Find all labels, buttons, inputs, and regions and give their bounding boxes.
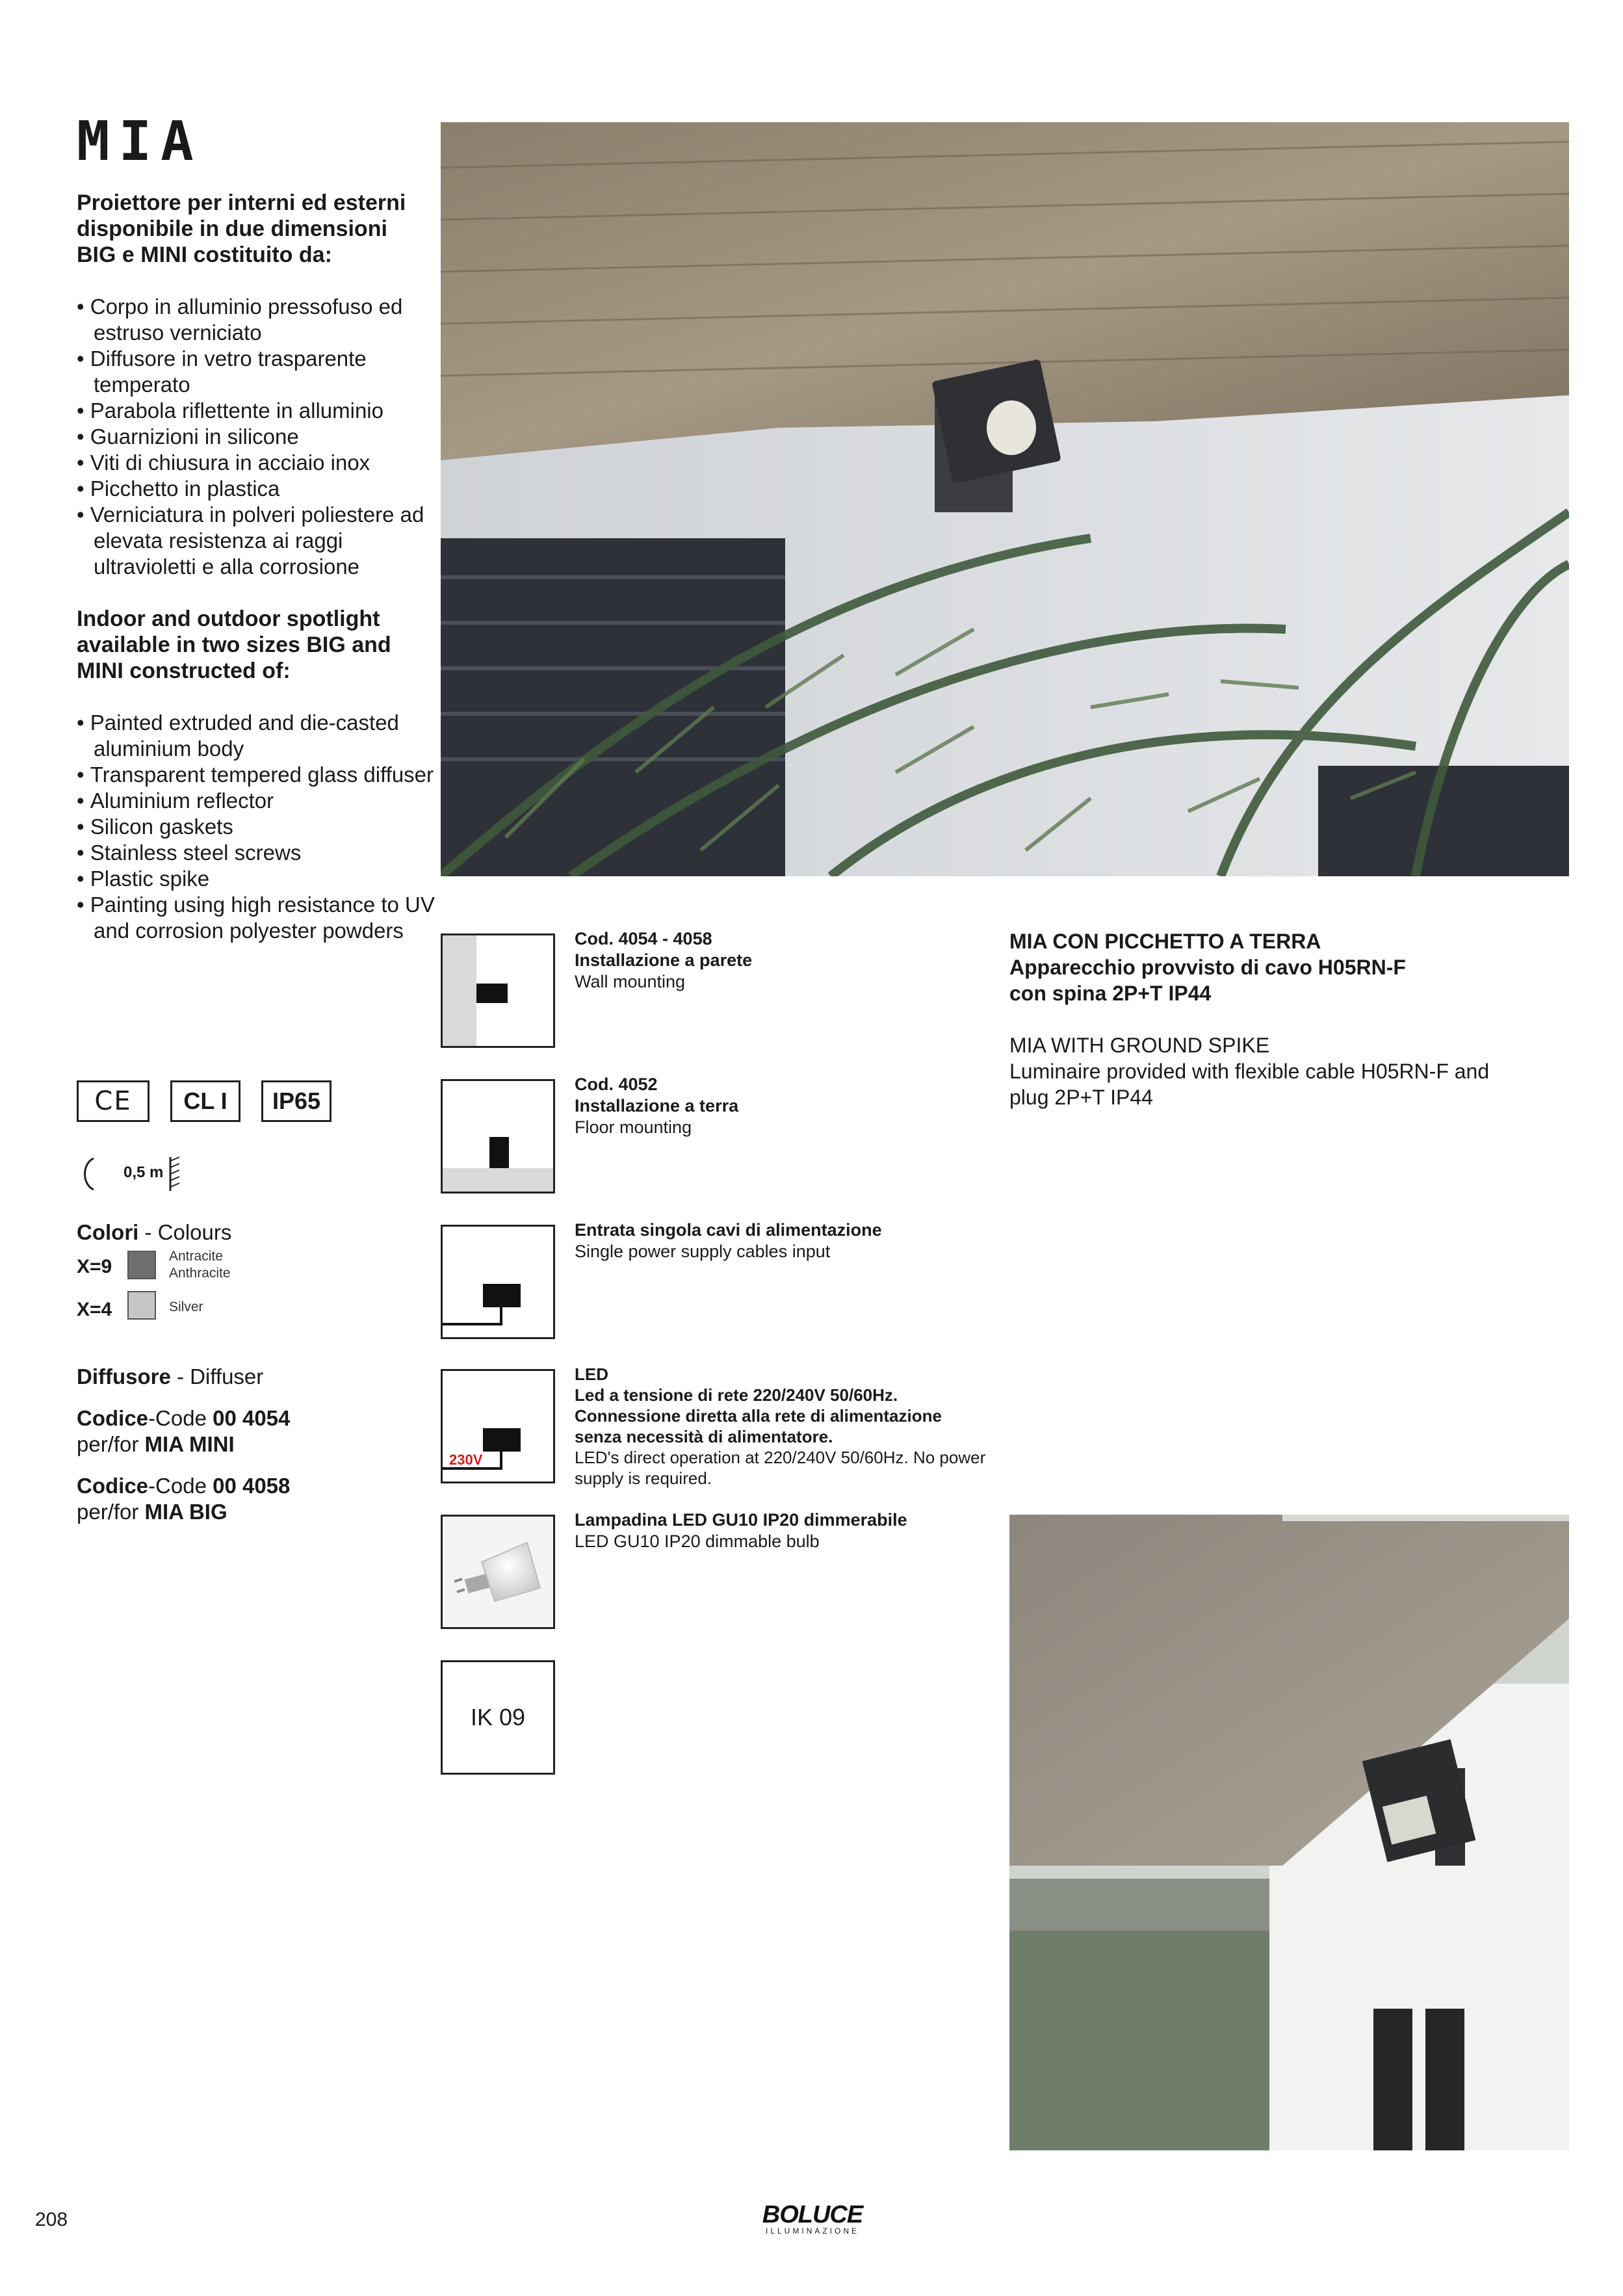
surface-hatch-icon <box>168 1156 183 1192</box>
bullet-it: • Verniciatura in polveri poliestere ad elevata resistenza ai raggi ultravioletti e alla corrosione <box>77 502 441 580</box>
diffuser-label-it: Diffusore <box>77 1364 171 1389</box>
code-label-it: Codice <box>77 1474 149 1498</box>
bullets-italian <box>77 294 441 580</box>
spec-title-en: Wall mounting <box>575 972 686 991</box>
bullet-en: • Transparent tempered glass diffuser <box>77 762 441 788</box>
ip-rating-badge: IP65 <box>261 1080 331 1122</box>
colour-name-en: Anthracite <box>169 1266 231 1281</box>
colour-name-it: Antracite <box>169 1249 223 1264</box>
spec-led <box>575 1364 991 1489</box>
ik-rating-badge: IK 09 <box>441 1660 555 1775</box>
spec-code: Cod. 4052 <box>575 1075 658 1094</box>
brand-subtitle: ILLUMINAZIONE <box>765 2226 859 2236</box>
spec-floor-mounting <box>575 1074 991 1138</box>
diffuser-label-en: Diffuser <box>190 1364 264 1389</box>
spike-title-it: MIA CON PICCHETTO A TERRA <box>1009 930 1321 953</box>
gu10-bulb-icon <box>441 1515 555 1629</box>
colour-code-anthracite: X=9 <box>77 1256 112 1277</box>
floor-mounting-icon <box>441 1079 555 1194</box>
code-label-it: Codice <box>77 1406 149 1430</box>
code-value: 00 4058 <box>213 1474 291 1498</box>
code-label-en: Code <box>155 1406 207 1430</box>
light-beam-icon <box>77 1155 103 1194</box>
bullet-it: • Diffusore in vetro trasparente temperato <box>77 346 441 398</box>
spec-title-it: Installazione a terra <box>575 1096 739 1115</box>
diffuser-code-mini: Codice-Code 00 4054 per/for MIA MINI <box>77 1406 291 1456</box>
colours-label-en: Colours <box>157 1220 232 1244</box>
bullet-it: • Corpo in alluminio pressofuso ed estruso verniciato <box>77 294 441 346</box>
spec-wall-mounting <box>575 928 991 993</box>
intro-english: Indoor and outdoor spotlight available in two sizes BIG and MINI constructed of: <box>77 607 391 683</box>
colour-code-silver: X=4 <box>77 1299 112 1320</box>
spike-desc-it: Apparecchio provvisto di cavo H05RN-F con spina 2P+T IP44 <box>1009 956 1406 1005</box>
bullet-it: • Picchetto in plastica <box>77 476 441 502</box>
colours-heading: Colori - Colours <box>77 1220 232 1244</box>
spec-bulb <box>575 1509 991 1552</box>
spec-title-en: Floor mounting <box>575 1117 692 1137</box>
ce-mark-badge: CE <box>77 1080 149 1122</box>
ground-spike-info <box>1009 928 1542 1110</box>
code-label-en: Code <box>155 1474 207 1498</box>
swatch-anthracite <box>127 1251 156 1279</box>
bullet-en: • Stainless steel screws <box>77 840 441 866</box>
spec-title-it: Entrata singola cavi di alimentazione <box>575 1220 882 1240</box>
swatch-silver <box>127 1291 156 1320</box>
single-cable-input-icon <box>441 1225 555 1339</box>
mains-voltage-icon <box>441 1369 555 1483</box>
bullet-it: • Parabola riflettente in alluminio <box>77 398 441 424</box>
colours-label-it: Colori <box>77 1220 139 1244</box>
bullet-en: • Plastic spike <box>77 866 441 892</box>
model-name: MIA BIG <box>144 1500 227 1524</box>
colour-name-anthracite <box>169 1248 231 1282</box>
spec-title: LED <box>575 1364 608 1384</box>
spike-title-en: MIA WITH GROUND SPIKE <box>1009 1034 1270 1057</box>
bullet-en: • Aluminium reflector <box>77 788 441 814</box>
bullet-en: • Painted extruded and die-casted aluminium body <box>77 710 441 762</box>
brand-name: BOLUCE <box>762 2201 863 2228</box>
spec-title-en: LED GU10 IP20 dimmable bulb <box>575 1532 820 1551</box>
bullet-it: • Viti di chiusura in acciaio inox <box>77 450 441 476</box>
diffuser-heading: Diffusore - Diffuser <box>77 1364 264 1389</box>
spec-desc-en: LED's direct operation at 220/240V 50/60Hz. No power supply is required. <box>575 1448 986 1488</box>
spec-cable-input <box>575 1220 991 1262</box>
spec-title-it: Lampadina LED GU10 IP20 dimmerabile <box>575 1510 907 1530</box>
bullet-it: • Guarnizioni in silicone <box>77 424 441 450</box>
diffuser-code-big: Codice-Code 00 4058 per/for MIA BIG <box>77 1474 291 1524</box>
distance-indicator <box>77 1155 207 1194</box>
spec-title-en: Single power supply cables input <box>575 1242 831 1261</box>
page-title: MIA <box>77 109 203 173</box>
bullet-en: • Painting using high resistance to UV and corrosion polyester powders <box>77 892 441 944</box>
spec-desc-it: Led a tensione di rete 220/240V 50/60Hz. Connessione diretta alla rete di alimentazione senza necessità di alimentatore. <box>575 1385 942 1446</box>
class-badge: CL I <box>170 1080 240 1122</box>
page-number: 208 <box>35 2209 68 2230</box>
spec-title-it: Installazione a parete <box>575 950 753 970</box>
code-value: 00 4054 <box>213 1406 291 1430</box>
spec-code: Cod. 4054 - 4058 <box>575 929 712 948</box>
bullet-en: • Silicon gaskets <box>77 814 441 840</box>
for-label: per/for <box>77 1432 139 1456</box>
voltage-label: 230V <box>449 1452 483 1468</box>
distance-label: 0,5 m <box>123 1164 164 1181</box>
product-photo-secondary <box>1009 1515 1569 2150</box>
intro-italian: Proiettore per interni ed esterni disponibile in due dimensioni BIG e MINI costituito da: <box>77 190 406 267</box>
brand-logo <box>747 2201 877 2236</box>
spike-desc-en: Luminaire provided with flexible cable H05RN-F and plug 2P+T IP44 <box>1009 1060 1490 1109</box>
wall-mounting-icon <box>441 933 555 1048</box>
colour-name-silver: Silver <box>169 1299 203 1314</box>
for-label: per/for <box>77 1500 139 1524</box>
model-name: MIA MINI <box>144 1432 235 1456</box>
product-photo-main <box>441 122 1569 876</box>
bullets-english <box>77 710 441 944</box>
